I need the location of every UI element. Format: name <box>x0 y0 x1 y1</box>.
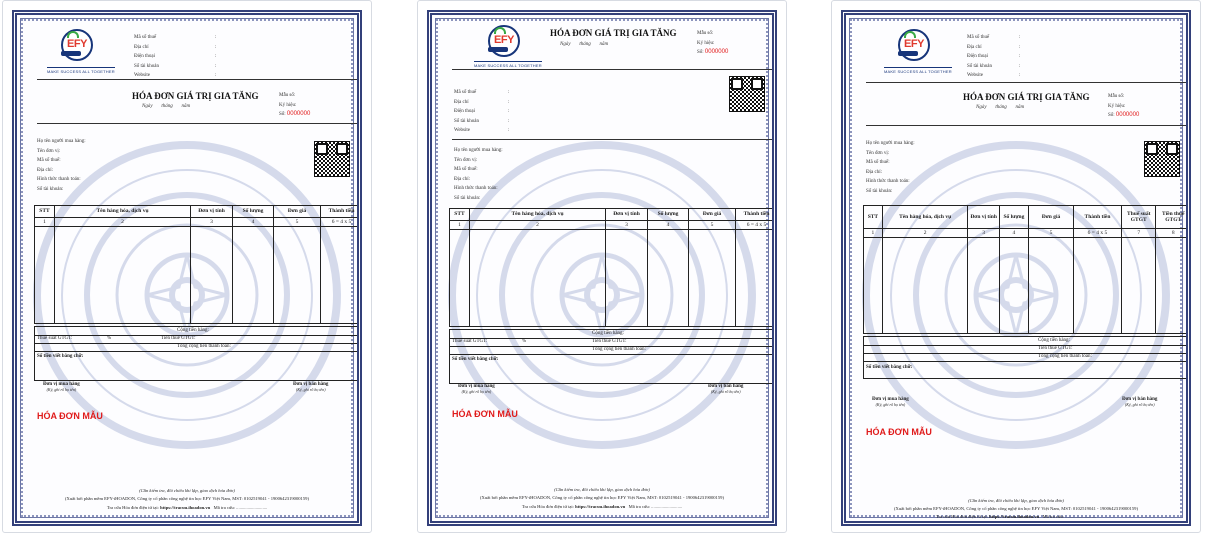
invoice-number: 0000000 <box>286 111 311 117</box>
table-row <box>450 230 778 327</box>
qr-code <box>314 141 350 177</box>
table-header-row: STT Tên hàng hóa, dịch vụ Đơn vị tính Số lượng Đơn giá Thành tiền <box>450 209 778 221</box>
totals-box <box>863 336 1191 379</box>
invoice-title: HÓA ĐƠN GIÁ TRỊ GIA TĂNG <box>963 92 1090 102</box>
invoice-number: 0000000 <box>1115 112 1140 118</box>
seller-field: Số tài khoản <box>134 63 159 69</box>
buyer-signature: Đơn vị mua hàng (Ký, ghi rõ họ tên) <box>43 382 80 392</box>
buyer-info: Họ tên người mua hàng: Tên đơn vị: Mã số thuế: Địa chỉ: Hình thức thanh toán: Số tài khoản: <box>454 148 503 201</box>
invoice-date: Ngày tháng năm <box>976 105 1025 110</box>
invoice-title: HÓA ĐƠN GIÁ TRỊ GIA TĂNG <box>132 91 259 101</box>
vat-amount-label: Tiền thuế GTGT: <box>1038 346 1073 351</box>
buyer-info: Họ tên người mua hàng: Tên đơn vị: Mã số thuế: Địa chỉ: Hình thức thanh toán: Số tài khoản: <box>37 139 86 192</box>
seller-field: Địa chỉ <box>134 44 149 50</box>
subtotal-label: Cộng tiền hàng: <box>592 331 624 336</box>
buyer-signature: Đơn vị mua hàng (Ký, ghi rõ họ tên) <box>458 384 495 394</box>
seller-field: Điện thoại <box>134 54 155 59</box>
footer-note: (Cần kiểm tra, đối chiếu khi lập, giao dịch hóa đơn) <box>968 498 1064 503</box>
sample-invoice-stamp: HÓA ĐƠN MẪU <box>452 409 518 419</box>
efy-logo: EFY <box>892 29 936 65</box>
efy-logo: EFY <box>482 25 526 61</box>
footer-lookup: Tra cứu Hóa đơn điện tử tại: https://tracuu.ihoadon.vn Mã tra cứu: ........................... <box>106 505 268 510</box>
subtotal-label: Cộng tiền hàng: <box>1038 338 1070 343</box>
totals-box: Cộng tiền hàng: Thuế suất GTGT: % Tiền thuế GTGT: Tổng cộng tiền thanh toán: Số tiền viết bằng chữ: <box>34 326 362 381</box>
invoice-sheet: EFY MAKE SUCCESS ALL TOGETHER Mã số thuế Địa chỉ Điện thoại Số tài khoản Website : : : : : HÓA ĐƠN GIÁ TRỊ GIA TĂNG Ngày tháng năm Mẫu số: Ký hiệu: Số: 0000000 Họ tên người mua hàng: Tên đơn vị: Mã số thuế: Địa chỉ: Hình thức thanh toán: Số tài khoản: STT Tên hàng hóa, dịch vụ Đơn vị tính Số lượng Đơn giá Thành tiền Thuế suất GTGT Tiền thuế GTGT 1 2 3 4 5 6 = 4 x 5 7 8 Cộng tiền hàng: Tiền thuế GTGT: Tổng cộng tiền thanh toán: Số tiền viết bằng chữ: Đơn vị mua hàng (Ký, ghi rõ họ tên) Đơn vị bán hàng (Ký, ghi rõ họ tên) HÓA ĐƠN MẪU (Cần kiểm tra, đối chiếu khi lập, giao dịch hóa đơn) (Xuất bởi phần mềm EFY-iHOADON, Công ty cổ phần công nghệ tin học EFY Việt Nam, MST: 0102519041 - 1900642319000159) Tra cứu Hóa đơn điện tử tại: https://tracuu.ihoadon.vn Mã tra cứu: ........................... <box>841 10 1191 526</box>
seller-field: Website <box>134 73 150 78</box>
table-index-row: 1 2 3 4 5 6 = 4 x 5 <box>35 218 363 227</box>
footer-publisher: (Xuất bởi phần mềm EFY-iHOADON, Công ty cổ phần công nghệ tin học EFY Việt Nam, MST: 0102519041 - 1900642319000159) <box>480 495 724 500</box>
seller-info: Mã số thuế Địa chỉ Điện thoại Số tài khoản Website <box>454 90 479 133</box>
symbol-label: Ký hiệu: <box>279 102 297 108</box>
seller-info <box>134 33 159 81</box>
form-number-label: Mẫu số: <box>1108 94 1125 99</box>
table-row <box>864 238 1191 334</box>
items-table <box>449 208 777 327</box>
invoice-sheet: EFY MAKE SUCCESS ALL TOGETHER HÓA ĐƠN GIÁ TRỊ GIA TĂNG Ngày tháng năm Mẫu số: Ký hiệu: Số: 0000000 Mã số thuế Địa chỉ Điện thoại Số tài khoản Website : : : : : Họ tên người mua hàng: Tên đơn vị: Mã số thuế: Địa chỉ: Hình thức thanh toán: Số tài khoản: STT Tên hàng hóa, dịch vụ Đơn vị tính Số lượng Đơn giá Thành tiền 1 2 3 4 5 6 = 4 x 5 Cộng tiền hàng: Thuế suất GTGT: % Tiền thuế GTGT: Tổng cộng tiền thanh toán: Số tiền viết bằng chữ: Đơn vị mua hàng (Ký, ghi rõ họ tên) Đơn vị bán hàng (Ký, ghi rõ họ tên) HÓA ĐƠN MẪU (Cần kiểm tra, đối chiếu khi lập, giao dịch hóa đơn) (Xuất bởi phần mềm EFY-iHOADON, Công ty cổ phần công nghệ tin học EFY Việt Nam, MST: 0102519041 - 1900642319000159) Tra cứu Hóa đơn điện tử tại: https://tracuu.ihoadon.vn Mã tra cứu: ........................... <box>427 10 777 526</box>
vat-amount-label: Tiền thuế GTGT: <box>592 339 627 344</box>
invoice-number-label: Số: <box>697 50 704 55</box>
invoice-date: Ngày tháng năm <box>560 42 609 47</box>
table-index-row: 1 2 3 4 5 6 = 4 x 5 7 8 <box>864 229 1191 238</box>
symbol-label: Ký hiệu: <box>697 40 715 46</box>
invoice-date: Ngày tháng năm <box>142 104 191 109</box>
items-table <box>34 205 362 324</box>
amount-in-words-label: Số tiền viết bằng chữ: <box>37 354 84 359</box>
footer-note: (Cần kiểm tra, đối chiếu khi lập, giao dịch hóa đơn) <box>554 487 650 492</box>
buyer-signature: Đơn vị mua hàng (Ký, ghi rõ họ tên) <box>872 397 909 407</box>
invoice-template-card-1[interactable] <box>2 0 372 533</box>
form-number-label: Mẫu số: <box>279 93 296 98</box>
qr-code <box>729 76 765 112</box>
items-table <box>863 205 1191 334</box>
table-header-row: STT Tên hàng hóa, dịch vụ Đơn vị tính Số lượng Đơn giá Thành tiền <box>35 206 363 218</box>
invoice-number-label: Số: <box>279 112 286 117</box>
footer-lookup: Tra cứu Hóa đơn điện tử tại: https://tracuu.ihoadon.vn Mã tra cứu: ........................... <box>935 514 1097 519</box>
seller-field: Mã số thuế <box>134 35 157 40</box>
footer-lookup: Tra cứu Hóa đơn điện tử tại: https://tracuu.ihoadon.vn Mã tra cứu: ........................... <box>521 504 683 509</box>
footer-note: (Cần kiểm tra, đối chiếu khi lập, giao dịch hóa đơn) <box>139 488 235 493</box>
symbol-label: Ký hiệu: <box>1108 103 1126 109</box>
sample-invoice-stamp: HÓA ĐƠN MẪU <box>37 411 103 421</box>
grand-total-label: Tổng cộng tiền thanh toán: <box>1038 354 1092 359</box>
vat-rate-label: Thuế suất GTGT: <box>37 336 73 341</box>
footer-publisher: (Xuất bởi phần mềm EFY-iHOADON, Công ty cổ phần công nghệ tin học EFY Việt Nam, MST: 0102519041 - 1900642319000159) <box>65 496 309 501</box>
invoice-title: HÓA ĐƠN GIÁ TRỊ GIA TĂNG <box>550 28 677 38</box>
amount-in-words-label: Số tiền viết bằng chữ: <box>452 357 499 362</box>
sample-invoice-stamp: HÓA ĐƠN MẪU <box>866 427 932 437</box>
seller-signature: Đơn vị bán hàng (Ký, ghi rõ họ tên) <box>708 384 744 394</box>
invoice-sheet: EFY MAKE SUCCESS ALL TOGETHER Mã số thuế Địa chỉ Điện thoại Số tài khoản Website : : : : : HÓA ĐƠN GIÁ TRỊ GIA TĂNG Ngày tháng năm Mẫu số: Ký hiệu: Số: 0000000 Họ tên người mua hàng: Tên đơn vị: Mã số thuế: Địa chỉ: Hình thức thanh toán: Số tài khoản: STT Tên hàng hóa, dịch vụ Đơn vị tính Số lượng Đơn giá Thành tiền 1 2 3 4 5 6 = 4 x 5 Cộng tiền hàng: Thuế suất GTGT: % Tiền thuế GTGT: Tổng cộng tiền thanh toán: Số tiền viết bằng chữ: Đơn vị mua hàng (Ký, ghi rõ họ tên) Đơn vị bán hàng (Ký, ghi rõ họ tên) HÓA ĐƠN MẪU (Cần kiểm tra, đối chiếu khi lập, giao dịch hóa đơn) (Xuất bởi phần mềm EFY-iHOADON, Công ty cổ phần công nghệ tin học EFY Việt Nam, MST: 0102519041 - 1900642319000159) Tra cứu Hóa đơn điện tử tại: https://tracuu.ihoadon.vn Mã tra cứu: ........................... <box>12 10 362 526</box>
table-index-row: 1 2 3 4 5 6 = 4 x 5 <box>450 221 778 230</box>
seller-signature: Đơn vị bán hàng (Ký, ghi rõ họ tên) <box>1122 397 1158 407</box>
qr-code <box>1144 141 1180 177</box>
amount-in-words-label: Số tiền viết bằng chữ: <box>866 365 913 370</box>
invoice-number: 0000000 <box>704 49 729 55</box>
buyer-info: Họ tên người mua hàng: Tên đơn vị: Mã số thuế: Địa chỉ: Hình thức thanh toán: Số tài khoản: <box>866 141 915 194</box>
brand-slogan: MAKE SUCCESS ALL TOGETHER <box>47 69 115 74</box>
seller-signature: Đơn vị bán hàng (Ký, ghi rõ họ tên) <box>293 382 329 392</box>
header-divider <box>37 79 357 80</box>
brand-slogan: MAKE SUCCESS ALL TOGETHER <box>884 69 952 74</box>
form-number-label: Mẫu số: <box>697 31 714 36</box>
grand-total-label: Tổng cộng tiền thanh toán: <box>177 344 231 349</box>
table-row <box>35 227 363 324</box>
subtotal-label: Cộng tiền hàng: <box>177 328 209 333</box>
invoice-template-card-3[interactable] <box>831 0 1201 533</box>
totals-box: Cộng tiền hàng: Thuế suất GTGT: % Tiền thuế GTGT: Tổng cộng tiền thanh toán: Số tiền viết bằng chữ: <box>449 329 777 384</box>
vat-amount-label: Tiền thuế GTGT: <box>161 336 196 341</box>
invoice-number-label: Số: <box>1108 113 1115 118</box>
table-header-row: STT Tên hàng hóa, dịch vụ Đơn vị tính Số lượng Đơn giá Thành tiền Thuế suất GTGT Tiền thuế GTGT <box>864 206 1191 229</box>
vat-rate-label: Thuế suất GTGT: <box>452 339 488 344</box>
grand-total-label: Tổng cộng tiền thanh toán: <box>592 347 646 352</box>
seller-info: Mã số thuế Địa chỉ Điện thoại Số tài khoản Website <box>967 35 992 78</box>
invoice-template-card-2[interactable] <box>417 0 787 533</box>
efy-logo: EFY <box>55 29 99 65</box>
footer-publisher: (Xuất bởi phần mềm EFY-iHOADON, Công ty cổ phần công nghệ tin học EFY Việt Nam, MST: 0102519041 - 1900642319000159) <box>894 506 1138 511</box>
brand-slogan: MAKE SUCCESS ALL TOGETHER <box>474 63 542 68</box>
